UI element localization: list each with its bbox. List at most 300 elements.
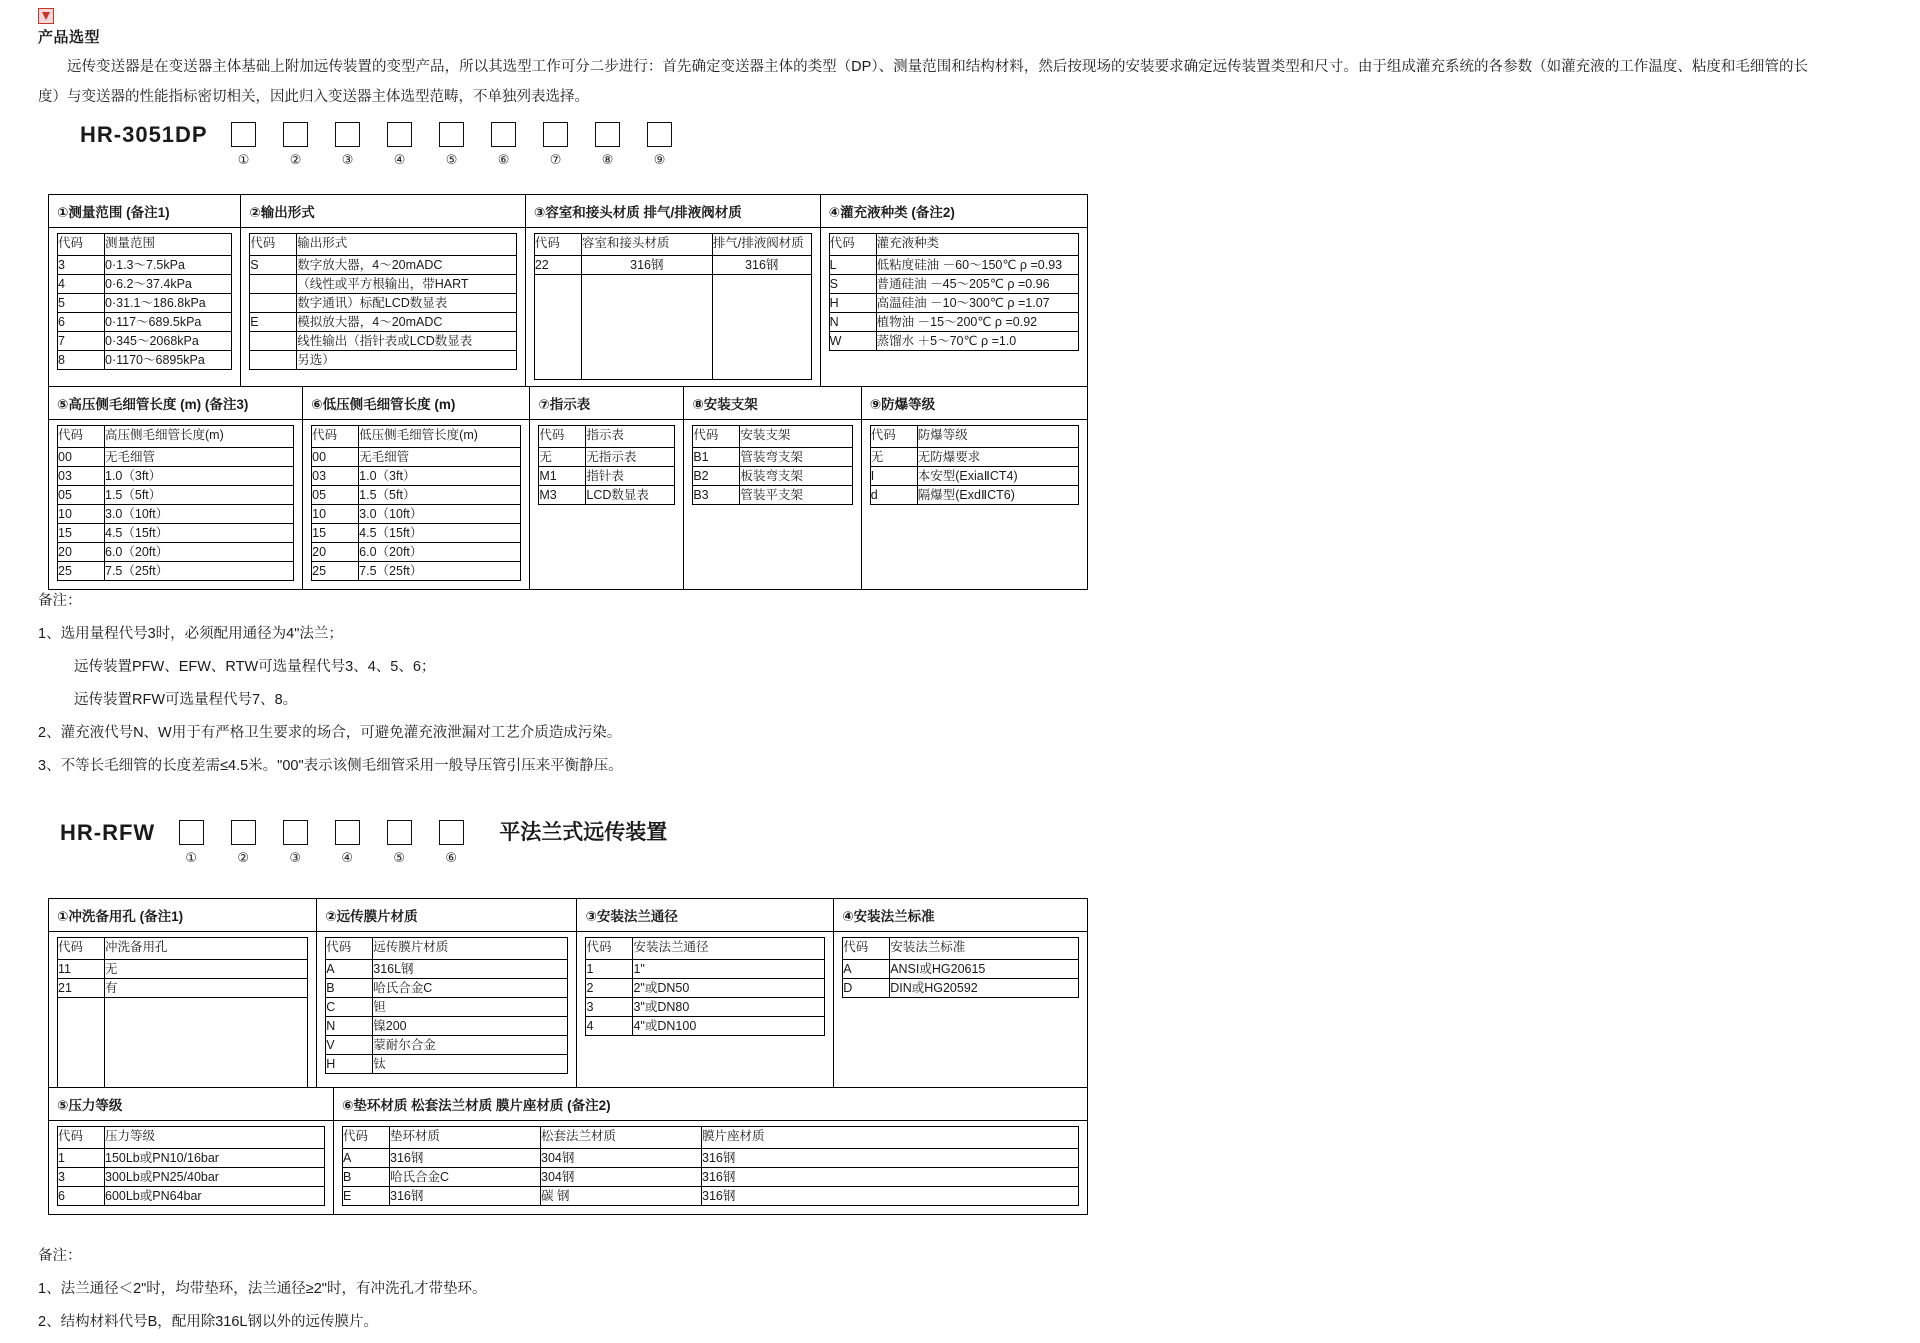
table-row xyxy=(870,448,1078,467)
group-header-diaphragm: ②远传膜片材质 xyxy=(317,899,577,932)
cell-value: 低粘度硅油 －60～150℃ ρ =0.93 xyxy=(876,256,1078,275)
cell-value: 3.0（10ft） xyxy=(359,505,521,524)
code-index: ⑤ xyxy=(445,152,458,167)
cell-code: 20 xyxy=(58,543,105,562)
page-title: 产品选型 xyxy=(38,29,101,46)
col-lapjoint: 松套法兰材质 xyxy=(541,1127,702,1149)
cell-code: 15 xyxy=(312,524,359,543)
table-row xyxy=(312,562,521,581)
group-body-explosionproof xyxy=(861,420,1087,590)
cell-code: 05 xyxy=(312,486,359,505)
cell-value: 无防爆要求 xyxy=(917,448,1078,467)
group-body-lp-capillary xyxy=(303,420,530,590)
subtable-flange-standard xyxy=(842,937,1079,998)
group-body-hp-capillary xyxy=(49,420,303,590)
code-slot[interactable] xyxy=(374,122,426,168)
cell-value: 普通硅油 －45～205℃ ρ =0.96 xyxy=(876,275,1078,294)
subtable-header xyxy=(534,234,811,256)
group-header-material: ③容室和接头材质 排气/排液阀材质 xyxy=(525,195,820,228)
col-code: 代码 xyxy=(326,938,373,960)
code-slot[interactable] xyxy=(425,820,477,866)
subtable-lp-capillary xyxy=(311,425,521,581)
code-box[interactable] xyxy=(387,820,412,845)
cell-value: 1" xyxy=(633,960,825,979)
table-row xyxy=(312,486,521,505)
cell-code: 1 xyxy=(58,1149,105,1168)
table-row xyxy=(326,1036,568,1055)
cell-code: N xyxy=(326,1017,373,1036)
subtable-fillfluid xyxy=(829,233,1079,351)
cell-code: 00 xyxy=(312,448,359,467)
code-index: ⑧ xyxy=(601,152,614,167)
code-index: ① xyxy=(185,850,198,865)
cell-code: M3 xyxy=(539,486,586,505)
group-body-flange-standard xyxy=(834,932,1088,1112)
code-index: ② xyxy=(289,152,302,167)
code-index: ④ xyxy=(341,850,354,865)
cell-value: 蒸馏水 ＋5～70℃ ρ =1.0 xyxy=(876,332,1078,351)
cell-value: 304钢 xyxy=(541,1168,702,1187)
table-row xyxy=(58,524,294,543)
cell-value: 0·345～2068kPa xyxy=(105,332,232,351)
code-index: ⑦ xyxy=(549,152,562,167)
cell-code: 25 xyxy=(312,562,359,581)
note-item: 1、选用量程代号3时，必须配用通径为4"法兰； xyxy=(38,626,343,642)
table-row xyxy=(250,294,517,313)
group-body-flange-bore xyxy=(577,932,834,1112)
cell-code: 无 xyxy=(870,448,917,467)
cell-code: 无 xyxy=(539,448,586,467)
cell-value: 无毛细管 xyxy=(105,448,294,467)
cell-code: 8 xyxy=(58,351,105,370)
table-row xyxy=(250,256,517,275)
col-range: 测量范围 xyxy=(105,234,232,256)
note-item: 1、法兰通径＜2"时，均带垫环，法兰通径≥2"时，有冲洗孔才带垫环。 xyxy=(38,1281,487,1297)
model-code-row-rfw xyxy=(60,820,667,866)
group-body-pressure-rating xyxy=(49,1121,334,1215)
table-row xyxy=(250,332,517,351)
table-row xyxy=(49,899,1088,932)
col-rating: 压力等级 xyxy=(105,1127,325,1149)
table-row xyxy=(326,1017,568,1036)
subtable-header xyxy=(250,234,517,256)
col-code: 代码 xyxy=(312,426,359,448)
table-row xyxy=(58,294,232,313)
cell-value: DIN或HG20592 xyxy=(890,979,1079,998)
cell-code: W xyxy=(829,332,876,351)
table-row xyxy=(539,486,675,505)
group-header-output: ②输出形式 xyxy=(241,195,526,228)
table-row xyxy=(58,960,308,979)
cell-value: 316钢 xyxy=(702,1168,1079,1187)
cell-code: 05 xyxy=(58,486,105,505)
cell-value: 150Lb或PN10/16bar xyxy=(105,1149,325,1168)
model-code-row-dp xyxy=(80,122,686,168)
group-body-range xyxy=(49,228,241,389)
table-row xyxy=(58,1149,325,1168)
cell-code: C xyxy=(326,998,373,1017)
code-slot[interactable] xyxy=(530,122,582,168)
table-row xyxy=(49,228,1088,389)
cell-value: 316钢 xyxy=(390,1149,541,1168)
table-row xyxy=(829,294,1078,313)
model-code-title-rfw: HR-RFW xyxy=(60,820,156,845)
col-flush-port: 冲洗备用孔 xyxy=(105,938,308,960)
cell-code: A xyxy=(326,960,373,979)
table-row xyxy=(586,979,825,998)
col-code: 代码 xyxy=(843,938,890,960)
cell-code xyxy=(250,351,297,370)
cell-value: 哈氏合金C xyxy=(373,979,568,998)
cell-value: 7.5（25ft） xyxy=(359,562,521,581)
cell-code: 10 xyxy=(312,505,359,524)
table-row xyxy=(250,313,517,332)
code-box[interactable] xyxy=(231,820,256,845)
table-row xyxy=(343,1149,1079,1168)
notes-block-rfw xyxy=(38,1240,1538,1339)
subtable-hp-capillary xyxy=(57,425,294,581)
col-bracket: 安装支架 xyxy=(740,426,852,448)
table-row xyxy=(58,256,232,275)
table-row xyxy=(250,351,517,370)
group-body-output xyxy=(241,228,526,389)
cell-value: 无毛细管 xyxy=(359,448,521,467)
cell-value: 隔爆型(ExdⅡCT6) xyxy=(917,486,1078,505)
table-row xyxy=(829,332,1078,351)
cell-value: 300Lb或PN25/40bar xyxy=(105,1168,325,1187)
table-row xyxy=(586,1017,825,1036)
subtable-header xyxy=(326,938,568,960)
cell-value: 0·1170～6895kPa xyxy=(105,351,232,370)
code-index: ⑥ xyxy=(445,850,458,865)
cell-code: I xyxy=(870,467,917,486)
code-box[interactable] xyxy=(335,820,360,845)
cell-value: 碳 钢 xyxy=(541,1187,702,1206)
cell-code: 20 xyxy=(312,543,359,562)
cell-value: 3"或DN80 xyxy=(633,998,825,1017)
cell-value: 数字放大器，4～20mADC xyxy=(297,256,517,275)
subtable-header xyxy=(829,234,1078,256)
table-row xyxy=(49,420,1088,590)
cell-value: 0·1.3～7.5kPa xyxy=(105,256,232,275)
cell-code: 3 xyxy=(58,1168,105,1187)
code-slot[interactable] xyxy=(321,820,373,866)
table-row xyxy=(843,979,1079,998)
subtable-flange-bore xyxy=(585,937,825,1036)
cell-value: 6.0（20ft） xyxy=(359,543,521,562)
cell-value: 304钢 xyxy=(541,1149,702,1168)
col-code: 代码 xyxy=(343,1127,390,1149)
cell-code: 6 xyxy=(58,1187,105,1206)
table-row xyxy=(312,448,521,467)
subtable-header xyxy=(870,426,1078,448)
cell-code: 25 xyxy=(58,562,105,581)
code-slot[interactable] xyxy=(322,122,374,168)
table-row xyxy=(58,562,294,581)
note-item: 2、结构材料代号B，配用除316L钢以外的远传膜片。 xyxy=(38,1314,378,1330)
subtable-output xyxy=(249,233,517,370)
cell-value: 6.0（20ft） xyxy=(105,543,294,562)
cell-value: 线性输出（指针表或LCD数显表 xyxy=(297,332,517,351)
cell-value: 钛 xyxy=(373,1055,568,1074)
subtable-header xyxy=(586,938,825,960)
cell-value: 1.5（5ft） xyxy=(105,486,294,505)
table-row xyxy=(586,998,825,1017)
code-slot[interactable] xyxy=(218,122,270,168)
group-header-flange-bore: ③安装法兰通径 xyxy=(577,899,834,932)
subtable-diaphragm xyxy=(325,937,568,1074)
group-header-fillfluid: ④灌充液种类 (备注2) xyxy=(820,195,1087,228)
table-row xyxy=(870,467,1078,486)
group-body-fillfluid xyxy=(820,228,1087,389)
group-body-bracket xyxy=(684,420,861,590)
table-row xyxy=(586,960,825,979)
cell-code: 5 xyxy=(58,294,105,313)
code-box[interactable] xyxy=(283,820,308,845)
group-header-indicator: ⑦指示表 xyxy=(530,387,684,420)
code-box[interactable] xyxy=(283,122,308,147)
table-row xyxy=(870,486,1078,505)
cell-value: 316钢 xyxy=(581,256,712,275)
code-index: ⑤ xyxy=(393,850,406,865)
cell-value: 哈氏合金C xyxy=(390,1168,541,1187)
table-row xyxy=(343,1168,1079,1187)
table-row xyxy=(326,960,568,979)
table-row xyxy=(539,448,675,467)
code-box[interactable] xyxy=(439,820,464,845)
model-code-description-rfw: 平法兰式远传装置 xyxy=(499,821,668,844)
table-row xyxy=(58,313,232,332)
cell-value: 4.5（15ft） xyxy=(359,524,521,543)
table-row xyxy=(58,505,294,524)
cell-code: 21 xyxy=(58,979,105,998)
table-row xyxy=(250,275,517,294)
cell-value: 0·31.1～186.8kPa xyxy=(105,294,232,313)
col-code: 代码 xyxy=(250,234,297,256)
spec-table-dp-top xyxy=(48,194,1088,389)
subtable-header xyxy=(58,426,294,448)
cell-code: 6 xyxy=(58,313,105,332)
col-valve-material: 排气/排液阀材质 xyxy=(712,234,811,256)
code-index: ③ xyxy=(289,850,302,865)
code-index: ④ xyxy=(393,152,406,167)
cell-code: A xyxy=(843,960,890,979)
code-slot[interactable] xyxy=(217,820,269,866)
cell-value: LCD数显表 xyxy=(586,486,675,505)
code-slot[interactable] xyxy=(165,820,217,866)
table-row xyxy=(58,448,294,467)
table-row xyxy=(693,448,852,467)
code-box[interactable] xyxy=(387,122,412,147)
code-index: ③ xyxy=(341,152,354,167)
cell-value: 316钢 xyxy=(712,256,811,275)
col-standard: 安装法兰标准 xyxy=(890,938,1079,960)
subtable-header xyxy=(693,426,852,448)
intro-paragraph xyxy=(38,52,1808,112)
col-code: 代码 xyxy=(534,234,581,256)
col-fluid: 灌充液种类 xyxy=(876,234,1078,256)
table-row xyxy=(829,256,1078,275)
cell-value: （线性或平方根输出，带HART xyxy=(297,275,517,294)
cell-code: 4 xyxy=(58,275,105,294)
cell-code xyxy=(250,275,297,294)
subtable-material xyxy=(534,233,812,380)
table-row xyxy=(312,505,521,524)
table-row xyxy=(58,1168,325,1187)
cell-code: D xyxy=(843,979,890,998)
cell-code: 1 xyxy=(586,960,633,979)
note-item: 远传装置PFW、EFW、RTW可选量程代号3、4、5、6； xyxy=(74,659,436,675)
subtable-pressure-rating xyxy=(57,1126,325,1206)
col-rating: 防爆等级 xyxy=(917,426,1078,448)
cell-value: 4.5（15ft） xyxy=(105,524,294,543)
cell-code: B xyxy=(343,1168,390,1187)
code-slot[interactable] xyxy=(582,122,634,168)
cell-value: 板装弯支架 xyxy=(740,467,852,486)
notes-title: 备注： xyxy=(38,1248,82,1264)
note-item: 远传装置RFW可选量程代号7、8。 xyxy=(74,692,298,708)
table-row xyxy=(693,467,852,486)
cell-value: 3.0（10ft） xyxy=(105,505,294,524)
code-box[interactable] xyxy=(543,122,568,147)
cell-value: 无指示表 xyxy=(586,448,675,467)
cell-code: N xyxy=(829,313,876,332)
code-box[interactable] xyxy=(335,122,360,147)
code-box[interactable] xyxy=(179,820,204,845)
col-ring: 垫环材质 xyxy=(390,1127,541,1149)
code-box[interactable] xyxy=(439,122,464,147)
cell-value: 316钢 xyxy=(390,1187,541,1206)
table-row xyxy=(326,979,568,998)
subtable-bracket xyxy=(692,425,852,505)
col-code: 代码 xyxy=(58,234,105,256)
table-row xyxy=(58,351,232,370)
col-diaphragm: 远传膜片材质 xyxy=(373,938,568,960)
cell-code: 7 xyxy=(58,332,105,351)
cell-value: 2"或DN50 xyxy=(633,979,825,998)
subtable-flush-port xyxy=(57,937,308,1103)
spec-table-rfw-top xyxy=(48,898,1088,1112)
cell-value: 600Lb或PN64bar xyxy=(105,1187,325,1206)
table-row xyxy=(829,275,1078,294)
code-slot[interactable] xyxy=(269,820,321,866)
cell-value: 1.0（3ft） xyxy=(105,467,294,486)
cell-value: 数字通讯）标配LCD数显表 xyxy=(297,294,517,313)
cell-code: d xyxy=(870,486,917,505)
cell-value: 管装平支架 xyxy=(740,486,852,505)
cell-value: 另选） xyxy=(297,351,517,370)
table-row xyxy=(49,387,1088,420)
cell-value: 7.5（25ft） xyxy=(105,562,294,581)
table-row xyxy=(58,275,232,294)
code-box[interactable] xyxy=(595,122,620,147)
cell-code: 03 xyxy=(312,467,359,486)
code-slot[interactable] xyxy=(634,122,686,168)
table-row xyxy=(539,467,675,486)
note-item: 3、不等长毛细管的长度差需≤4.5米。"00"表示该侧毛细管采用一般导压管引压来平衡静压。 xyxy=(38,758,623,774)
table-row xyxy=(693,486,852,505)
subtable-indicator xyxy=(538,425,675,505)
subtable-header xyxy=(343,1127,1079,1149)
col-code: 代码 xyxy=(58,938,105,960)
code-box[interactable] xyxy=(647,122,672,147)
subtable-header xyxy=(58,938,308,960)
cell-value: 钽 xyxy=(373,998,568,1017)
subtable-header xyxy=(843,938,1079,960)
broken-image-icon xyxy=(38,8,54,24)
cell-code xyxy=(250,332,297,351)
code-box[interactable] xyxy=(231,122,256,147)
cell-value: ANSI或HG20615 xyxy=(890,960,1079,979)
cell-code: L xyxy=(829,256,876,275)
table-row xyxy=(843,960,1079,979)
note-item: 2、灌充液代号N、W用于有严格卫生要求的场合，可避免灌充液泄漏对工艺介质造成污染。 xyxy=(38,725,622,741)
cell-code: 03 xyxy=(58,467,105,486)
cell-value: 蒙耐尔合金 xyxy=(373,1036,568,1055)
table-row xyxy=(312,543,521,562)
cell-value: 316钢 xyxy=(702,1149,1079,1168)
code-box[interactable] xyxy=(491,122,516,147)
cell-code: B2 xyxy=(693,467,740,486)
table-row xyxy=(58,332,232,351)
cell-code: 15 xyxy=(58,524,105,543)
table-row xyxy=(58,486,294,505)
cell-value: 无 xyxy=(105,960,308,979)
group-body-ring-material xyxy=(334,1121,1088,1215)
cell-code: 4 xyxy=(586,1017,633,1036)
cell-code: A xyxy=(343,1149,390,1168)
code-slot[interactable] xyxy=(270,122,322,168)
cell-code: H xyxy=(829,294,876,313)
cell-value: 0·117～689.5kPa xyxy=(105,313,232,332)
subtable-explosionproof xyxy=(870,425,1079,505)
group-header-hp-capillary: ⑤高压侧毛细管长度 (m) (备注3) xyxy=(49,387,303,420)
cell-code: M1 xyxy=(539,467,586,486)
group-header-flange-standard: ④安装法兰标准 xyxy=(834,899,1088,932)
cell-code: S xyxy=(829,275,876,294)
table-row xyxy=(343,1187,1079,1206)
code-slot[interactable] xyxy=(373,820,425,866)
group-header-flush-port: ①冲洗备用孔 (备注1) xyxy=(49,899,317,932)
table-row xyxy=(49,932,1088,1112)
model-code-boxes-rfw xyxy=(165,820,477,866)
table-row xyxy=(312,467,521,486)
cell-value: 模拟放大器，4～20mADC xyxy=(297,313,517,332)
spec-table-dp-bottom xyxy=(48,386,1088,590)
cell-code: E xyxy=(343,1187,390,1206)
code-slot[interactable] xyxy=(426,122,478,168)
cell-code: 3 xyxy=(586,998,633,1017)
table-row xyxy=(326,1055,568,1074)
cell-value: 4"或DN100 xyxy=(633,1017,825,1036)
col-indicator: 指示表 xyxy=(586,426,675,448)
table-row xyxy=(58,979,308,998)
code-slot[interactable] xyxy=(478,122,530,168)
subtable-ring-material xyxy=(342,1126,1079,1206)
table-row xyxy=(49,1088,1088,1121)
cell-value: 1.0（3ft） xyxy=(359,467,521,486)
col-code: 代码 xyxy=(58,426,105,448)
cell-code: 2 xyxy=(586,979,633,998)
col-code: 代码 xyxy=(586,938,633,960)
cell-code: B3 xyxy=(693,486,740,505)
cell-code xyxy=(250,294,297,313)
cell-code: E xyxy=(250,313,297,332)
subtable-header xyxy=(58,234,232,256)
group-header-bracket: ⑧安装支架 xyxy=(684,387,861,420)
col-code: 代码 xyxy=(539,426,586,448)
group-body-indicator xyxy=(530,420,684,590)
